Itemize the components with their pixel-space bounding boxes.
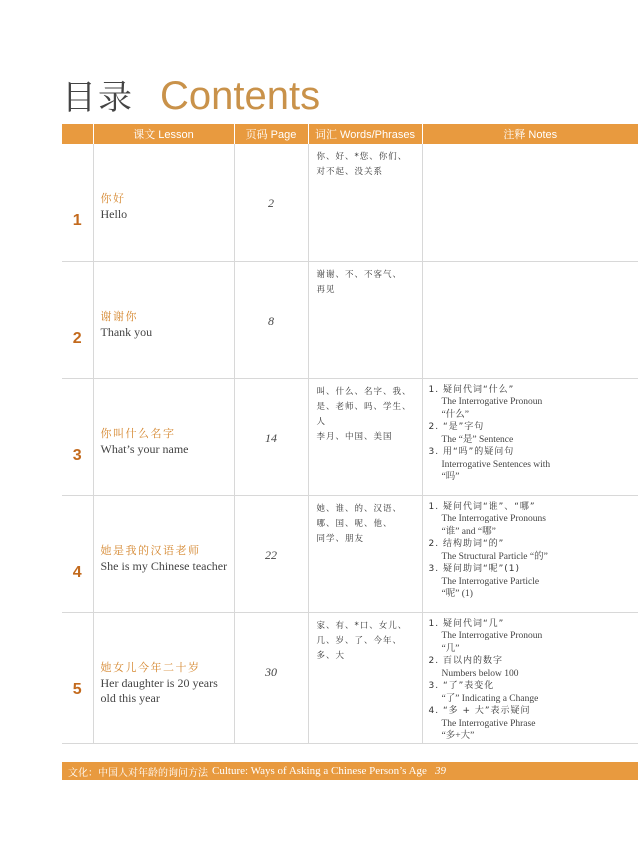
- note-item: [429, 705, 635, 743]
- note-chinese: 2. “是”字句: [428, 422, 485, 432]
- note-english: “吗”: [441, 472, 460, 482]
- note-chinese: 3. 疑问助词“呢”(1): [428, 564, 521, 574]
- words-line: 叫、什么、名字、我、: [316, 386, 412, 397]
- title-chinese: 目录: [62, 78, 134, 118]
- note-english: The Interrogative Particle: [441, 576, 540, 587]
- lesson-title-english: Hello: [100, 207, 128, 221]
- lesson-title-cell: [93, 495, 234, 612]
- note-chinese: 4. “多 + 大”表示疑问: [428, 706, 531, 716]
- page-number: 22: [265, 547, 277, 562]
- words-phrases-cell: [308, 612, 422, 743]
- note-chinese: 1. 疑问代词“谁”、“哪”: [428, 501, 536, 512]
- note-english: “了” Indicating a Change: [441, 693, 539, 704]
- lesson-title-chinese: 你好: [100, 192, 126, 205]
- page-number-cell: [234, 261, 308, 378]
- lesson-title-cell: [93, 261, 234, 378]
- note-item: [429, 421, 635, 446]
- lesson-title-chinese: 她是我的汉语老师: [100, 543, 201, 557]
- words-line: 家、有、*口、女儿、: [316, 620, 408, 631]
- table-row: [62, 261, 638, 378]
- words-line: 同学、朋友: [316, 533, 365, 544]
- culture-title-chinese: 文化：中国人对年龄的询问方法: [68, 767, 208, 779]
- lesson-number: 5: [72, 680, 82, 698]
- page-number: 30: [265, 664, 277, 679]
- note-english: The “是” Sentence: [441, 434, 514, 445]
- notes-cell: [422, 495, 638, 612]
- note-item: [429, 384, 635, 422]
- header-notes: 注释 Notes: [422, 124, 638, 144]
- note-chinese: 2. 百以内的数字: [428, 656, 503, 666]
- notes-cell: [422, 612, 638, 743]
- page-number-cell: [234, 378, 308, 495]
- lesson-number-cell: [62, 612, 93, 743]
- lesson-title-english: Her daughter is 20 years old this year: [100, 675, 218, 705]
- page-number-cell: [234, 495, 308, 612]
- lesson-title-chinese: 你叫什么名字: [100, 426, 176, 440]
- words-line: 几、岁、了、今年、: [316, 635, 403, 646]
- contents-table: [62, 124, 638, 744]
- note-english: Interrogative Sentences with: [441, 459, 551, 470]
- note-english: The Interrogative Pronoun: [441, 631, 543, 641]
- words-phrases-cell: [308, 261, 422, 378]
- page-number-cell: [234, 612, 308, 743]
- lesson-title-chinese: 谢谢你: [100, 309, 138, 323]
- header-number: [62, 124, 93, 144]
- note-english: The Interrogative Phrase: [441, 718, 536, 729]
- note-english: The Structural Particle “的”: [441, 551, 548, 562]
- note-english: The Interrogative Pronoun: [441, 397, 543, 407]
- words-line: 哪、国、呢、他、: [316, 518, 393, 529]
- words-line: 人: [316, 416, 327, 427]
- words-line: 对不起、没关系: [316, 167, 384, 177]
- notes-cell: [422, 261, 638, 378]
- header-page: 页码 Page: [234, 124, 308, 144]
- lesson-title-chinese: 她女儿今年二十岁: [100, 660, 201, 674]
- note-item: [429, 446, 635, 484]
- note-item: [429, 680, 635, 705]
- table-row: [62, 144, 638, 261]
- note-item: [429, 563, 635, 601]
- culture-section-bar: [62, 762, 638, 780]
- note-english: “多+大”: [441, 731, 475, 741]
- lesson-title-english: What’s your name: [100, 441, 189, 456]
- page-title: [62, 70, 320, 120]
- lesson-number: 2: [72, 329, 82, 347]
- culture-page-number: 39: [434, 765, 446, 777]
- table-header-row: [62, 124, 638, 144]
- culture-title-english: Culture: Ways of Asking a Chinese Person’s Age: [212, 765, 427, 777]
- words-line: 多、大: [316, 650, 346, 661]
- words-line: 你、好、*您、你们、: [316, 152, 408, 162]
- note-english: The Interrogative Pronouns: [441, 514, 546, 524]
- note-chinese: 3. “了”表变化: [428, 681, 495, 691]
- lesson-number-cell: [62, 261, 93, 378]
- words-line: 李月、中国、美国: [316, 431, 393, 442]
- table-row: [62, 612, 638, 743]
- note-english: Numbers below 100: [441, 668, 519, 679]
- lesson-title-cell: [93, 378, 234, 495]
- lesson-title-cell: [93, 612, 234, 743]
- notes-cell: [422, 144, 638, 261]
- header-lesson: 课文 Lesson: [93, 124, 234, 144]
- table-row: [62, 495, 638, 612]
- header-words: 词汇 Words/Phrases: [308, 124, 422, 144]
- page-number-cell: [234, 144, 308, 261]
- note-chinese: 2. 结构助词“的”: [428, 539, 505, 549]
- page-number: 14: [265, 430, 277, 445]
- note-chinese: 1. 疑问代词“几”: [428, 618, 505, 629]
- note-chinese: 1. 疑问代词“什么”: [428, 384, 515, 395]
- lesson-title-english: Thank you: [100, 324, 153, 339]
- words-phrases-cell: [308, 495, 422, 612]
- note-chinese: 3. 用“吗”的疑问句: [428, 447, 515, 457]
- table-row: [62, 378, 638, 495]
- title-english: Contents: [160, 74, 321, 118]
- note-english: “谁” and “哪”: [441, 526, 496, 537]
- words-phrases-cell: [308, 144, 422, 261]
- lesson-number-cell: [62, 378, 93, 495]
- note-english: “几”: [441, 643, 460, 654]
- notes-cell: [422, 378, 638, 495]
- words-line: 是、老师、吗、学生、: [316, 401, 412, 412]
- words-line: 再见: [316, 284, 336, 295]
- lesson-number-cell: [62, 144, 93, 261]
- words-line: 她、谁、的、汉语、: [316, 503, 403, 514]
- lesson-number: 3: [72, 446, 82, 464]
- lesson-number: 1: [72, 212, 82, 229]
- note-item: [429, 538, 635, 563]
- note-item: [429, 618, 635, 656]
- note-item: [429, 655, 635, 680]
- page-number: 8: [268, 313, 274, 328]
- words-line: 谢谢、不、不客气、: [316, 269, 403, 280]
- lesson-title-english: She is my Chinese teacher: [100, 558, 228, 573]
- note-item: [429, 501, 635, 539]
- lesson-number-cell: [62, 495, 93, 612]
- note-english: “什么”: [441, 409, 469, 420]
- note-english: “呢” (1): [441, 589, 473, 599]
- lesson-number: 4: [72, 563, 82, 581]
- page-number: 2: [268, 196, 274, 210]
- words-phrases-cell: [308, 378, 422, 495]
- lesson-title-cell: [93, 144, 234, 261]
